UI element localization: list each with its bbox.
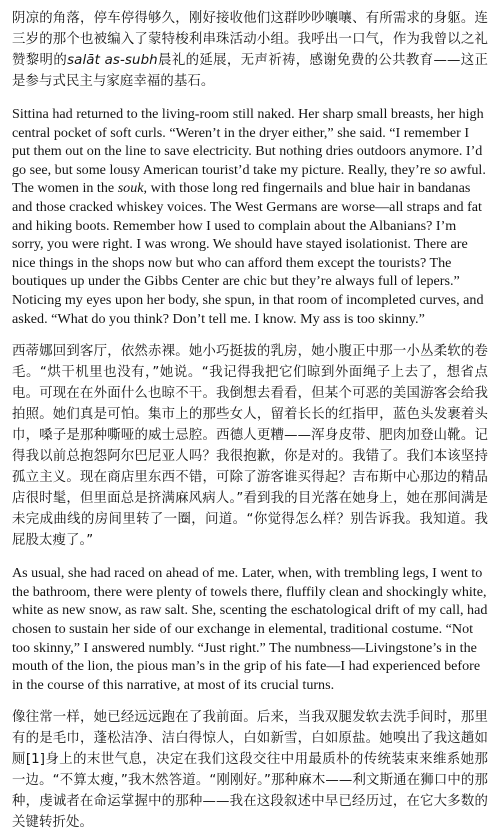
paragraph-text: 阴凉的角落，停车停得够久，刚好接收他们这群吵吵嚷嚷、有所需求的身躯。连三岁的那个也被编入了蒙特梭利串珠活动小组。我呼出一口气，作为我曾以之礼赞黎明的 [12, 11, 488, 68]
paragraph-text: 西蒂娜回到客厅，依然赤裸。她小巧挺拔的乳房，她小腹正中那一小丛柔软的卷毛。“烘干机里也没有，”她说。“我记得我把它们晾到外面绳子上去了，想省点电。可现在在外面什么也晾不干。我倒想去看看，但某个可恶的美国游客会给我拍照。她们真是可怕。集市上的那些女人，留着长长的红指甲，蓝色头发裹着头巾，嗓子是那种嘶哑的威士忌腔。西德人更糟——浑身皮带、肥肉加登山靴。记得我以前总抱怨阿尔巴尼亚人吗？我很抱歉，你是对的。我错了。我们本该坚持孤立主义。现在商店里东西不错，可除了游客谁买得起？吉布斯中心那边的精品店很时髦，但里面总是挤满麻风病人。”看到我的目光落在她身上，她在那间满是未完成曲线的房间里转了一圈，问道。“你觉得怎么样？别告诉我。我知道。我屁股太瘦了。” [12, 344, 488, 549]
paragraph-text: 像往常一样，她已经远远跑在了我前面。后来，当我双腿发软去洗手间时，那里有的是毛巾，蓬松洁净、洁白得惊人，白如新雪，白如原盐。她嗅出了我这趟如厕[1]身上的末世气息，决定在我们这段交往中用最质朴的传统装束来维系她那一边。“不算太瘦，”我木然答道。“刚刚好。”那种麻木——利文斯通在狮口中的那种，虔诚者在命运掌握中的那种——我在这段叙述中早已经历过，在它大多数的关键转折处。 [12, 710, 488, 831]
paragraph-text: Sittina had returned to the living-room still naked. Her sharp small breasts, her high central pocket of soft curls. “Weren’t in the dryer either,” she said. “I remember I put them out on the line to save electricity. But nothing dries outdoors anymore. I’d go see, but some lousy American tourist’d take my picture. Really, they’re [12, 106, 484, 178]
paragraph-text: As usual, she had raced on ahead of me. Later, when, with trembling legs, I went to the bathroom, there were plenty of towels there, fluffily clean and shockingly white, white as new snow, as raw salt. She, scenting the eschatological drift of my call, had chosen to sustain her side of our exchange in elemental, traditional costume. “Not too skinny,” I answered numbly. “Just right.” The numbness—Livingstone’s in the mouth of the lion, the pious man’s in the grip of his fate—I had experienced before in the course of this narrative, at most of its crucial turns. [12, 565, 488, 693]
paragraph-text: 晨礼的延展，无声祈祷，感谢免费的公共教育——这正是参与式民主与家庭幸福的基石。 [12, 53, 488, 89]
paragraph-text: , with those long red fingernails and blue hair in bandanas and those cracked whiskey voices. The West Germans are worse—all straps and fat and hiking boots. Remember how I used to complain about the Albanians? I’m sorry, you were right. I was wrong. We should have stayed isolationist. There are nice things in the shops now but who can afford them except the tourists? The boutiques up under the Gibbs Center are chic but they’re always full of lepers.” Noticing my eyes upon her body, she spun, in that room of incompleted curves, and asked. “What do you think? Don’t tell me. I know. My ass is too skinny.” [12, 180, 484, 327]
italic-term: so [434, 161, 447, 178]
paragraph-english-1 [12, 105, 488, 328]
italic-term: salāt as-subh [67, 53, 158, 68]
paragraph-chinese-3 [12, 707, 488, 833]
paragraph-english-2 [12, 564, 488, 694]
italic-term: souk [117, 180, 144, 197]
paragraph-text: awful. The women in the [12, 161, 486, 197]
paragraph-chinese-2 [12, 341, 488, 551]
paragraph-chinese-1 [12, 8, 488, 92]
